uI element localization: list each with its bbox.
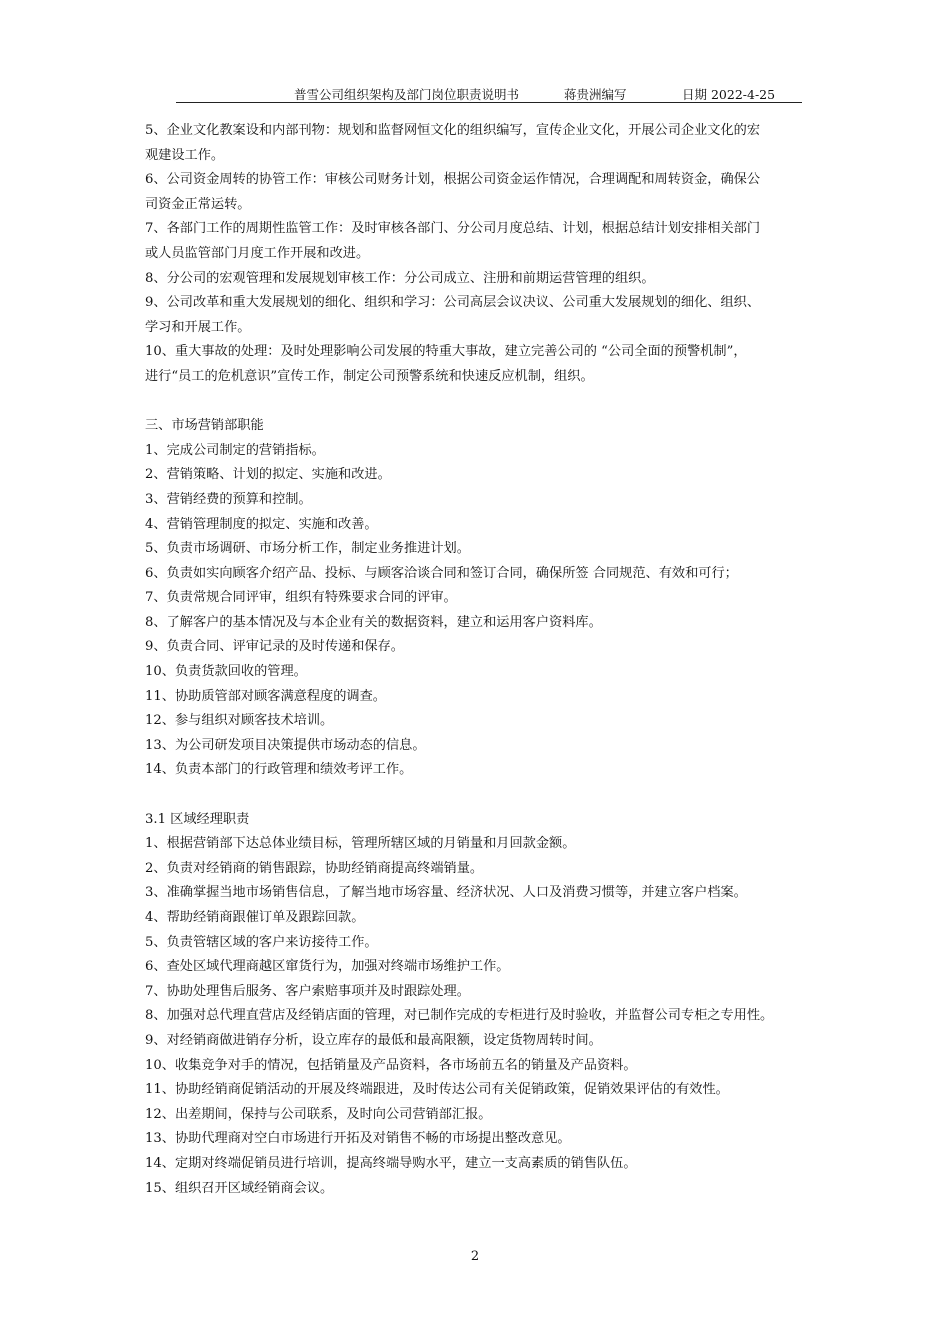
paragraph-line: 5、企业文化教案设和内部刊物：规划和监督网恒文化的组织编写，宣传企业文化，开展公司企业文化的宏 (145, 123, 761, 138)
list-item: 15、组织召开区域经销商会议。 (145, 1180, 334, 1196)
list-item: 11、协助经销商促销活动的开展及终端跟进，及时传达公司有关促销政策，促销效果评估的有效性。 (145, 1082, 729, 1098)
list-item: 7、协助处理售后服务、客户索赔事项并及时跟踪处理。 (145, 983, 470, 999)
list-item: 13、协助代理商对空白市场进行开拓及对销售不畅的市场提出整改意见。 (145, 1131, 571, 1147)
list-item: 1、根据营销部下达总体业绩目标，管理所辖区域的月销量和月回款金额。 (145, 836, 576, 852)
section-heading: 3.1 区域经理职责 (145, 811, 250, 827)
paragraph-line: 学习和开展工作。 (145, 319, 251, 335)
list-item: 7、负责常规合同评审，组织有特殊要求合同的评审。 (145, 590, 457, 606)
list-item: 5、负责管辖区域的客户来访接待工作。 (145, 934, 378, 950)
list-item: 5、负责市场调研、市场分析工作，制定业务推进计划。 (145, 541, 470, 557)
list-item: 4、帮助经销商跟催订单及跟踪回款。 (145, 910, 365, 925)
paragraph-line: 9、公司改革和重大发展规划的细化、组织和学习：公司高层会议决议、公司重大发展规划的细化、组织、 (145, 295, 761, 311)
list-item: 9、负责合同、评审记录的及时传递和保存。 (145, 639, 404, 655)
list-item: 11、协助质管部对顾客满意程度的调查。 (145, 688, 386, 704)
section-general-duties (145, 119, 811, 390)
list-item: 12、参与组织对顾客技术培训。 (145, 713, 334, 729)
paragraph-spacer (145, 390, 811, 415)
list-item: 3、准确掌握当地市场销售信息，了解当地市场容量、经济状况、人口及消费习惯等，并建立客户档案。 (145, 885, 747, 901)
list-item: 8、了解客户的基本情况及与本企业有关的数据资料，建立和运用客户资料库。 (145, 614, 602, 630)
list-item: 6、负责如实向顾客介绍产品、投标、与顾客洽谈合同和签订合同，确保所签 合同规范、有效和可行； (145, 565, 738, 581)
paragraph-line: 10、重大事故的处理：及时处理影响公司发展的特重大事故，建立完善公司的 “公司全面的预警机制”， (145, 344, 747, 360)
page-header (176, 88, 802, 103)
section-heading: 三、市场营销部职能 (145, 418, 264, 434)
list-item: 6、查处区域代理商越区窜货行为，加强对终端市场维护工作。 (145, 959, 510, 975)
list-item: 1、完成公司制定的营销指标。 (145, 442, 325, 458)
list-item: 8、加强对总代理直营店及经销店面的管理，对已制作完成的专柜进行及时验收，并监督公司专柜之专用性。 (145, 1008, 774, 1024)
list-item: 13、为公司研发项目决策提供市场动态的信息。 (145, 737, 426, 753)
page-number: 2 (470, 1249, 480, 1264)
paragraph-line: 观建设工作。 (145, 147, 225, 163)
document-body (145, 119, 811, 1201)
document-author: 蒋贵洲编写 (564, 87, 627, 102)
list-item: 2、营销策略、计划的拟定、实施和改进。 (145, 467, 391, 483)
list-item: 14、定期对终端促销员进行培训，提高终端导购水平，建立一支高素质的销售队伍。 (145, 1155, 637, 1171)
list-item: 3、营销经费的预算和控制。 (145, 491, 312, 507)
paragraph-line: 进行“员工的危机意识”宣传工作，制定公司预警系统和快速反应机制，组织。 (145, 368, 594, 384)
list-item: 12、出差期间，保持与公司联系，及时向公司营销部汇报。 (145, 1106, 492, 1122)
section-regional-manager (145, 808, 811, 1202)
list-item: 4、营销管理制度的拟定、实施和改善。 (145, 516, 378, 532)
document-date: 日期 2022-4-25 (682, 87, 776, 102)
paragraph-line: 司资金正常运转。 (145, 196, 251, 212)
paragraph-line: 或人员监管部门月度工作开展和改进。 (145, 245, 370, 261)
list-item: 10、负责货款回收的管理。 (145, 664, 307, 680)
list-item: 2、负责对经销商的销售跟踪，协助经销商提高终端销量。 (145, 860, 484, 876)
list-item: 10、收集竞争对手的情况，包括销量及产品资料，各市场前五名的销量及产品资料。 (145, 1057, 637, 1073)
list-item: 14、负责本部门的行政管理和绩效考评工作。 (145, 762, 413, 778)
section-marketing-department (145, 414, 811, 783)
paragraph-line: 6、公司资金周转的协管工作：审核公司财务计划，根据公司资金运作情况，合理调配和周转资金，确保公 (145, 172, 761, 188)
paragraph-spacer (145, 783, 811, 808)
list-item: 9、对经销商做进销存分析，设立库存的最低和最高限额，设定货物周转时间。 (145, 1032, 602, 1048)
document-title: 普雪公司组织架构及部门岗位职责说明书 (294, 87, 520, 102)
paragraph-line: 8、分公司的宏观管理和发展规划审核工作：分公司成立、注册和前期运营管理的组织。 (145, 270, 655, 286)
paragraph-line: 7、各部门工作的周期性监管工作：及时审核各部门、分公司月度总结、计划，根据总结计划安排相关部门 (145, 221, 761, 237)
